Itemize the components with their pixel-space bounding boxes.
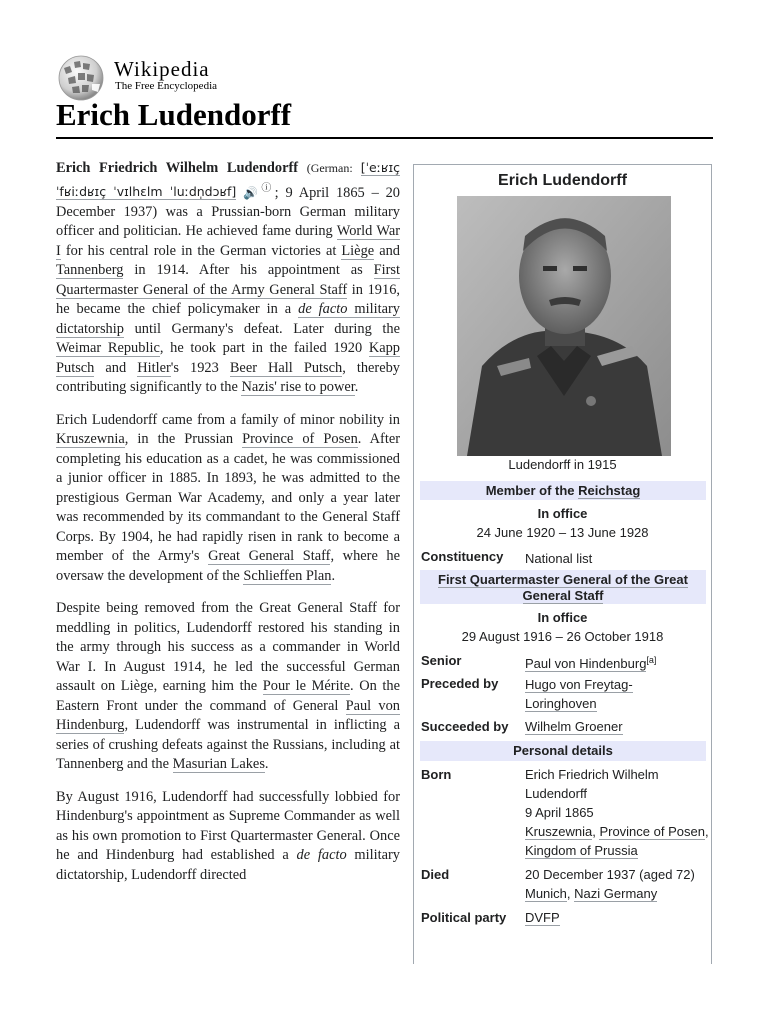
link-great-general-staff[interactable]: Great General Staff [208, 548, 331, 565]
link-paul-von-hindenburg[interactable]: Paul von Hindenburg [56, 697, 400, 734]
born-value: Erich Friedrich Wilhelm Ludendorff 9 April 1865 Kruszewnia, Province of Posen, Kingdom of Prussia [525, 767, 709, 858]
link-masurian-lakes[interactable]: Masurian Lakes [172, 756, 265, 773]
died-date: 20 December 1937 (aged 72) [525, 867, 695, 882]
born-label: Born [421, 767, 452, 782]
link-died-munich[interactable]: Munich [525, 886, 567, 901]
portrait-caption: Ludendorff in 1915 [508, 457, 617, 472]
link-freytag-loringhoven[interactable]: Hugo von Freytag-Loringhoven [525, 677, 633, 711]
link-kapp-putsch[interactable]: Kapp Putsch [56, 340, 400, 376]
personal-details-band: Personal details [420, 741, 706, 761]
senior-label: Senior [421, 653, 462, 668]
died-label: Died [421, 867, 450, 882]
link-hitler[interactable]: Hitler [137, 359, 171, 376]
reichstag-band: Member of the Reichstag [420, 481, 706, 500]
paragraph-1: Erich Friedrich Wilhelm Ludendorff (German: [ˈeːʁɪç ˈfʁiːdʁɪç ˈvɪlhɛlm ˈluːdn̩dɔʁf] 🔊ⓘ; 9 April 1865 – 20 December 1937) was a Prussian-born German military officer and politician. He achieved fame during World War I for his central role in the German victories at Liège and Tannenberg in 1914. After his appointment as First Quartermaster General of the Army General Staff in 1916, he became the chief policymaker in a de facto military dictatorship until Germany's defeat. Later during the Weimar Republic, he took part in the failed 1920 Kapp Putsch and Hitler's 1923 Beer Hall Putsch, thereby contributing significantly to the Nazis' rise to power. [56, 160, 401, 396]
link-born-province-of-posen[interactable]: Province of Posen [599, 824, 705, 839]
fqmg-in-office: In office [537, 610, 588, 625]
german-label: German: [310, 161, 353, 175]
link-dvfp[interactable]: DVFP [525, 910, 560, 925]
senior-value [525, 651, 710, 673]
infobox [413, 164, 712, 964]
subject-name: Erich Friedrich Wilhelm Ludendorff [56, 160, 299, 176]
link-died-nazi-germany[interactable]: Nazi Germany [574, 886, 658, 901]
link-tannenberg[interactable]: Tannenberg [56, 262, 124, 279]
wordmark-text: Wikipedia [114, 57, 210, 81]
link-nazis-rise-to-power[interactable]: Nazis' rise to power [241, 379, 355, 396]
ipa-pronunciation-link[interactable]: [ˈeːʁɪç ˈfʁiːdʁɪç ˈvɪlhɛlm ˈluːdn̩dɔʁf] [56, 160, 400, 200]
link-pour-le-merite[interactable]: Pour le Mérite [262, 678, 350, 695]
title-divider [56, 137, 713, 139]
constituency-value: National list [525, 551, 593, 566]
born-name: Erich Friedrich Wilhelm Ludendorff [525, 767, 659, 801]
info-icon[interactable]: ⓘ [261, 182, 275, 194]
link-beer-hall-putsch[interactable]: Beer Hall Putsch [229, 359, 343, 376]
link-world-war-i[interactable]: World War I [56, 223, 401, 259]
reichstag-in-office: In office [537, 506, 588, 521]
link-wilhelm-groener[interactable]: Wilhelm Groener [525, 719, 623, 734]
paragraph-4: By August 1916, Ludendorff had successfully lobbied for Hindenburg's appointment as Supreme Commander as well as his own promotion to First Quartermaster General. Once he and Hindenburg had established a de facto military dictatorship, Ludendorff directed [56, 788, 400, 883]
link-senior-hindenburg[interactable]: Paul von Hindenburg [525, 656, 647, 672]
link-liege[interactable]: Liège [341, 242, 375, 259]
infobox-title: Erich Ludendorff [498, 172, 627, 189]
fqmg-band [420, 570, 706, 604]
paragraph-3: Despite being removed from the Great General Staff for meddling in politics, Ludendorff restored his standing in the army through his success as a commander in World War I. In August 1914, he led the successful German assault on Liège, earning him the Pour le Mérite. On the Eastern Front under the command of General Paul von Hindenburg, Ludendorff was instrumental in inflicting a series of crushing defeats against the Russians, including at Tannenberg and the Masurian Lakes. [56, 600, 400, 773]
link-schlieffen-plan[interactable]: Schlieffen Plan [243, 567, 332, 584]
reichstag-dates: 24 June 1920 – 13 June 1928 [476, 525, 649, 540]
political-party-value [525, 908, 710, 927]
speaker-icon[interactable]: 🔊 [243, 185, 262, 200]
born-date: 9 April 1865 [525, 805, 594, 820]
political-party-label: Political party [421, 910, 507, 925]
link-province-of-posen[interactable]: Province of Posen [242, 431, 358, 448]
link-first-quartermaster-general[interactable]: First Quartermaster General of the Army General Staff [56, 262, 400, 298]
link-weimar-republic[interactable]: Weimar Republic [56, 340, 160, 357]
preceded-by-value [525, 675, 665, 713]
page-title: Erich Ludendorff [56, 97, 292, 132]
succeeded-by-label: Succeeded by [421, 719, 509, 734]
wikipedia-wordmark[interactable] [114, 57, 210, 82]
wikipedia-tagline: The Free Encyclopedia [115, 80, 218, 92]
link-kruszewnia[interactable]: Kruszewnia [56, 431, 125, 448]
wikipedia-globe-logo[interactable] [56, 54, 106, 102]
preceded-by-label: Preceded by [421, 676, 499, 691]
died-value: 20 December 1937 (aged 72) Munich, Nazi Germany [525, 865, 710, 903]
link-fqmg-band[interactable]: First Quartermaster General of the Great General Staff [438, 572, 688, 603]
article-body [56, 158, 400, 898]
link-military-dictatorship[interactable]: de facto military dictatorship [56, 301, 400, 337]
footnote-a[interactable]: [a] [646, 655, 657, 665]
constituency-label: Constituency [421, 549, 504, 564]
link-born-kingdom-of-prussia[interactable]: Kingdom of Prussia [525, 843, 638, 858]
paragraph-2: Erich Ludendorff came from a family of minor nobility in Kruszewnia, in the Prussian Province of Posen. After completing his education as a cadet, he was commissioned a junior officer in 1885. In 1893, he was admitted to the prestigious German War Academy, and only a year later was recommended by its commandant to the General Staff Corps. By 1904, he had rapidly risen in rank to become a member of the Army's Great General Staff, where he oversaw the development of the Schlieffen Plan. [56, 411, 401, 584]
link-born-kruszewnia[interactable]: Kruszewnia [525, 824, 593, 839]
link-reichstag[interactable]: Reichstag [578, 483, 641, 498]
succeeded-by-value [525, 717, 710, 736]
portrait-photo[interactable] [457, 196, 671, 456]
fqmg-dates: 29 August 1916 – 26 October 1918 [461, 629, 664, 644]
